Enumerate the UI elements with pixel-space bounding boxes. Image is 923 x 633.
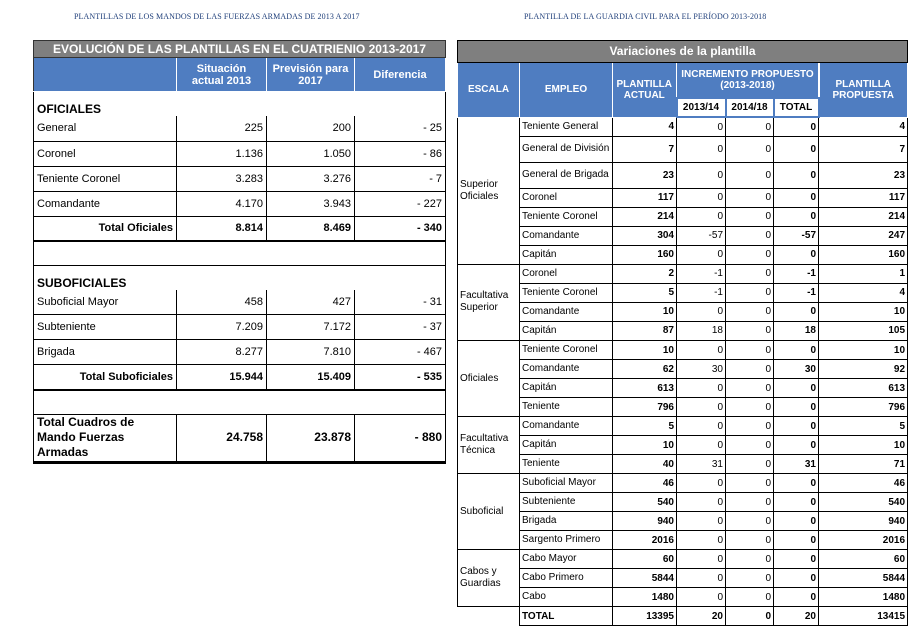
total-plantilla-actual: 13395 <box>613 607 677 626</box>
empleo-cell: Capitán <box>520 321 613 340</box>
table-row <box>458 302 908 321</box>
empleo-cell: Comandante <box>520 360 613 379</box>
left-table-title: EVOLUCIÓN DE LAS PLANTILLAS EN EL CUATRIENIO 2013-2017 <box>34 41 446 58</box>
empleo-header: EMPLEO <box>520 62 613 117</box>
empleo-cell: Capitán <box>520 436 613 455</box>
increment-total-value: 0 <box>774 474 819 493</box>
increment-2013-14-value: 0 <box>677 117 726 136</box>
plantilla-actual-value: 613 <box>613 379 677 398</box>
total-increment-2013-14: 20 <box>677 607 726 626</box>
column-header: Diferencia <box>355 58 446 92</box>
section-header-row <box>34 265 446 289</box>
empleo-cell: Teniente Coronel <box>520 207 613 226</box>
table-row <box>458 136 908 162</box>
empleo-cell: Teniente Coronel <box>520 283 613 302</box>
increment-total-value: -57 <box>774 226 819 245</box>
grand-total-diferencia: - 880 <box>355 414 446 462</box>
prevision-value: 7.172 <box>267 315 355 340</box>
row-label: Comandante <box>34 191 177 216</box>
increment-2013-14-value: 0 <box>677 340 726 359</box>
increment-2013-14-value: 0 <box>677 588 726 607</box>
spacer-row <box>34 390 446 414</box>
increment-total-value: 0 <box>774 417 819 436</box>
prevision-value: 200 <box>267 116 355 141</box>
plantilla-actual-value: 1480 <box>613 588 677 607</box>
plantilla-actual-value: 46 <box>613 474 677 493</box>
section-total-row <box>34 365 446 390</box>
diferencia-value: - 227 <box>355 191 446 216</box>
increment-total-value: 0 <box>774 379 819 398</box>
increment-total-value: 31 <box>774 455 819 474</box>
total-label: Total Oficiales <box>34 216 177 241</box>
increment-2014-18-value: 0 <box>726 436 774 455</box>
empleo-cell: Comandante <box>520 302 613 321</box>
prevision-value: 3.943 <box>267 191 355 216</box>
grand-total-label: Total Cuadros de Mando Fuerzas Armadas <box>34 414 177 462</box>
table-row <box>458 360 908 379</box>
empleo-cell: Cabo Mayor <box>520 550 613 569</box>
increment-total-value: 0 <box>774 398 819 417</box>
total-diferencia: - 535 <box>355 365 446 390</box>
increment-2014-18-value: 0 <box>726 188 774 207</box>
empleo-cell: Coronel <box>520 188 613 207</box>
increment-total-value: 0 <box>774 136 819 162</box>
total-actual: 8.814 <box>177 216 267 241</box>
section-name: OFICIALES <box>34 92 446 116</box>
plantilla-actual-value: 2 <box>613 264 677 283</box>
increment-total-value: 0 <box>774 531 819 550</box>
plantilla-propuesta-value: 540 <box>819 493 908 512</box>
diferencia-value: - 86 <box>355 141 446 166</box>
increment-total-value: 0 <box>774 512 819 531</box>
plantilla-actual-value: 10 <box>613 340 677 359</box>
table-row <box>34 116 446 141</box>
increment-2014-18-value: 0 <box>726 588 774 607</box>
increment-2014-18-value: 0 <box>726 321 774 340</box>
total-increment-total: 20 <box>774 607 819 626</box>
increment-total-value: 0 <box>774 188 819 207</box>
table-row <box>34 315 446 340</box>
row-label: Coronel <box>34 141 177 166</box>
plantilla-actual-value: 5 <box>613 417 677 436</box>
plantilla-propuesta-header: PLANTILLA PROPUESTA <box>819 62 908 117</box>
increment-2014-18-value: 0 <box>726 360 774 379</box>
table-row <box>458 417 908 436</box>
prevision-value: 427 <box>267 290 355 315</box>
empleo-cell: Teniente Coronel <box>520 340 613 359</box>
increment-2013-14-value: 31 <box>677 455 726 474</box>
plantilla-actual-value: 62 <box>613 360 677 379</box>
escala-group: Oficiales <box>458 340 520 416</box>
table-row <box>34 340 446 365</box>
total-prevision: 15.409 <box>267 365 355 390</box>
plantilla-actual-header: PLANTILLA ACTUAL <box>613 62 677 117</box>
right-page-heading: PLANTILLA DE LA GUARDIA CIVIL PARA EL PERÍODO 2013-2018 <box>524 12 767 21</box>
empleo-cell: Brigada <box>520 512 613 531</box>
increment-2014-18-value: 0 <box>726 569 774 588</box>
plantilla-propuesta-value: 46 <box>819 474 908 493</box>
plantilla-propuesta-value: 247 <box>819 226 908 245</box>
increment-total-value: 30 <box>774 360 819 379</box>
table-row <box>458 245 908 264</box>
table-row <box>458 588 908 607</box>
increment-2014-18-value: 0 <box>726 398 774 417</box>
actual-value: 1.136 <box>177 141 267 166</box>
total-label: TOTAL <box>520 607 613 626</box>
increment-total-value: 0 <box>774 245 819 264</box>
increment-2014-18-value: 0 <box>726 531 774 550</box>
left-page-heading: PLANTILLAS DE LOS MANDOS DE LAS FUERZAS ARMADAS DE 2013 A 2017 <box>74 12 360 21</box>
increment-2013-14-value: 0 <box>677 245 726 264</box>
total-increment-2014-18: 0 <box>726 607 774 626</box>
increment-2013-14-value: 0 <box>677 569 726 588</box>
increment-2013-14-value: 0 <box>677 512 726 531</box>
right-table-title: Variaciones de la plantilla <box>458 41 908 63</box>
diferencia-value: - 7 <box>355 166 446 191</box>
increment-total-value: 0 <box>774 340 819 359</box>
plantilla-propuesta-value: 796 <box>819 398 908 417</box>
empleo-cell: Cabo Primero <box>520 569 613 588</box>
increment-2014-18-value: 0 <box>726 283 774 302</box>
empleo-cell: Capitán <box>520 245 613 264</box>
plantilla-propuesta-value: 71 <box>819 455 908 474</box>
plantilla-actual-value: 304 <box>613 226 677 245</box>
empleo-cell: Coronel <box>520 264 613 283</box>
increment-total-value: -1 <box>774 264 819 283</box>
increment-2014-18-value: 0 <box>726 226 774 245</box>
increment-2013-14-value: 0 <box>677 379 726 398</box>
diferencia-value: - 31 <box>355 290 446 315</box>
table-row <box>458 379 908 398</box>
increment-2014-18-value: 0 <box>726 379 774 398</box>
row-label: Subteniente <box>34 315 177 340</box>
increment-2014-18-value: 0 <box>726 136 774 162</box>
empleo-cell: Teniente General <box>520 117 613 136</box>
plantilla-propuesta-value: 613 <box>819 379 908 398</box>
plantilla-propuesta-value: 160 <box>819 245 908 264</box>
plantilla-actual-value: 796 <box>613 398 677 417</box>
spacer-row <box>34 241 446 265</box>
increment-2013-14-value: 0 <box>677 550 726 569</box>
total-blank <box>458 607 520 626</box>
escala-header: ESCALA <box>458 62 520 117</box>
right-header-row <box>458 62 908 98</box>
increment-2013-14-value: 0 <box>677 136 726 162</box>
increment-2013-14-value: 0 <box>677 436 726 455</box>
left-header-row <box>34 58 446 92</box>
table-row <box>458 226 908 245</box>
row-label: General <box>34 116 177 141</box>
increment-2014-18-value: 0 <box>726 162 774 188</box>
plantilla-propuesta-value: 4 <box>819 117 908 136</box>
grand-total-row <box>34 414 446 462</box>
table-row <box>458 188 908 207</box>
plantilla-propuesta-value: 5844 <box>819 569 908 588</box>
left-title-row <box>34 41 446 58</box>
header-blank <box>34 58 177 92</box>
increment-2013-14-value: 0 <box>677 162 726 188</box>
escala-group: Facultativa Superior <box>458 264 520 340</box>
plantilla-propuesta-value: 4 <box>819 283 908 302</box>
increment-total-value: 0 <box>774 569 819 588</box>
increment-total-value: 18 <box>774 321 819 340</box>
actual-value: 7.209 <box>177 315 267 340</box>
increment-2013-14-value: -1 <box>677 283 726 302</box>
row-label: Suboficial Mayor <box>34 290 177 315</box>
increment-total-value: 0 <box>774 117 819 136</box>
spacer-cell <box>34 241 446 265</box>
table-row <box>458 455 908 474</box>
diferencia-value: - 25 <box>355 116 446 141</box>
increment-2013-14-value: 18 <box>677 321 726 340</box>
year-2013-14-header: 2013/14 <box>677 98 726 117</box>
table-row <box>458 493 908 512</box>
plantilla-actual-value: 214 <box>613 207 677 226</box>
increment-2014-18-value: 0 <box>726 302 774 321</box>
prevision-value: 1.050 <box>267 141 355 166</box>
plantilla-actual-value: 2016 <box>613 531 677 550</box>
table-row <box>458 207 908 226</box>
plantilla-actual-value: 10 <box>613 302 677 321</box>
plantilla-actual-value: 60 <box>613 550 677 569</box>
table-row <box>458 398 908 417</box>
escala-group: Suboficial <box>458 474 520 550</box>
increment-2014-18-value: 0 <box>726 474 774 493</box>
plantilla-actual-value: 160 <box>613 245 677 264</box>
row-label: Teniente Coronel <box>34 166 177 191</box>
plantilla-actual-value: 540 <box>613 493 677 512</box>
plantilla-propuesta-value: 10 <box>819 436 908 455</box>
plantilla-propuesta-value: 117 <box>819 188 908 207</box>
plantilla-propuesta-value: 1 <box>819 264 908 283</box>
plantilla-actual-value: 940 <box>613 512 677 531</box>
table-row <box>458 340 908 359</box>
total-prevision: 8.469 <box>267 216 355 241</box>
escala-group: Facultativa Técnica <box>458 417 520 474</box>
right-total-row <box>458 607 908 626</box>
increment-2014-18-value: 0 <box>726 245 774 264</box>
increment-total-value: -1 <box>774 283 819 302</box>
grand-total-actual: 24.758 <box>177 414 267 462</box>
empleo-cell: Teniente <box>520 455 613 474</box>
spacer-cell <box>34 390 446 414</box>
actual-value: 3.283 <box>177 166 267 191</box>
increment-2013-14-value: 0 <box>677 302 726 321</box>
incremento-total-header: TOTAL <box>774 98 819 117</box>
total-diferencia: - 340 <box>355 216 446 241</box>
increment-total-value: 0 <box>774 207 819 226</box>
increment-total-value: 0 <box>774 162 819 188</box>
year-2014-18-header: 2014/18 <box>726 98 774 117</box>
increment-2013-14-value: 0 <box>677 493 726 512</box>
increment-2013-14-value: 0 <box>677 207 726 226</box>
guardia-civil-table <box>457 40 908 626</box>
empleo-cell: General de Brigada <box>520 162 613 188</box>
increment-total-value: 0 <box>774 550 819 569</box>
increment-2014-18-value: 0 <box>726 455 774 474</box>
total-actual: 15.944 <box>177 365 267 390</box>
table-row <box>458 531 908 550</box>
plantilla-actual-value: 23 <box>613 162 677 188</box>
plantilla-actual-value: 117 <box>613 188 677 207</box>
increment-2014-18-value: 0 <box>726 264 774 283</box>
increment-2014-18-value: 0 <box>726 493 774 512</box>
increment-2013-14-value: 0 <box>677 474 726 493</box>
total-label: Total Suboficiales <box>34 365 177 390</box>
section-header-row <box>34 92 446 116</box>
plantilla-actual-value: 10 <box>613 436 677 455</box>
increment-2013-14-value: 30 <box>677 360 726 379</box>
table-row <box>458 550 908 569</box>
actual-value: 225 <box>177 116 267 141</box>
actual-value: 458 <box>177 290 267 315</box>
column-header: Situación actual 2013 <box>177 58 267 92</box>
increment-total-value: 0 <box>774 588 819 607</box>
plantilla-actual-value: 40 <box>613 455 677 474</box>
plantilla-propuesta-value: 5 <box>819 417 908 436</box>
increment-2013-14-value: -1 <box>677 264 726 283</box>
plantilla-actual-value: 7 <box>613 136 677 162</box>
plantilla-propuesta-value: 92 <box>819 360 908 379</box>
table-row <box>34 191 446 216</box>
table-row <box>34 290 446 315</box>
total-plantilla-propuesta: 13415 <box>819 607 908 626</box>
increment-2013-14-value: 0 <box>677 531 726 550</box>
diferencia-value: - 37 <box>355 315 446 340</box>
section-name: SUBOFICIALES <box>34 265 446 289</box>
increment-total-value: 0 <box>774 493 819 512</box>
increment-2013-14-value: 0 <box>677 417 726 436</box>
escala-group: Cabos y Guardias <box>458 550 520 607</box>
table-row <box>458 283 908 302</box>
table-row <box>458 474 908 493</box>
increment-2013-14-value: 0 <box>677 188 726 207</box>
section-total-row <box>34 216 446 241</box>
row-label: Brigada <box>34 340 177 365</box>
table-row <box>458 436 908 455</box>
plantilla-actual-value: 5 <box>613 283 677 302</box>
table-row <box>458 512 908 531</box>
plantilla-propuesta-value: 23 <box>819 162 908 188</box>
plantilla-propuesta-value: 214 <box>819 207 908 226</box>
diferencia-value: - 467 <box>355 340 446 365</box>
empleo-cell: General de División <box>520 136 613 162</box>
plantilla-propuesta-value: 10 <box>819 340 908 359</box>
increment-2014-18-value: 0 <box>726 207 774 226</box>
column-header: Previsión para 2017 <box>267 58 355 92</box>
plantilla-propuesta-value: 1480 <box>819 588 908 607</box>
increment-2014-18-value: 0 <box>726 550 774 569</box>
prevision-value: 3.276 <box>267 166 355 191</box>
table-row <box>458 162 908 188</box>
prevision-value: 7.810 <box>267 340 355 365</box>
plantilla-actual-value: 87 <box>613 321 677 340</box>
table-row <box>34 141 446 166</box>
table-row <box>458 569 908 588</box>
increment-2014-18-value: 0 <box>726 417 774 436</box>
right-title-row <box>458 41 908 63</box>
increment-2014-18-value: 0 <box>726 117 774 136</box>
plantilla-propuesta-value: 940 <box>819 512 908 531</box>
plantilla-propuesta-value: 60 <box>819 550 908 569</box>
increment-2014-18-value: 0 <box>726 340 774 359</box>
increment-2014-18-value: 0 <box>726 512 774 531</box>
table-row <box>458 321 908 340</box>
table-row <box>458 264 908 283</box>
empleo-cell: Sargento Primero <box>520 531 613 550</box>
plantilla-actual-value: 5844 <box>613 569 677 588</box>
plantilla-propuesta-value: 105 <box>819 321 908 340</box>
plantilla-actual-value: 4 <box>613 117 677 136</box>
table-row <box>34 166 446 191</box>
plantilla-propuesta-value: 10 <box>819 302 908 321</box>
empleo-cell: Suboficial Mayor <box>520 474 613 493</box>
empleo-cell: Subteniente <box>520 493 613 512</box>
plantilla-propuesta-value: 2016 <box>819 531 908 550</box>
empleo-cell: Capitán <box>520 379 613 398</box>
actual-value: 8.277 <box>177 340 267 365</box>
empleo-cell: Cabo <box>520 588 613 607</box>
escala-group: Superior Oficiales <box>458 117 520 264</box>
fuerzas-armadas-table <box>33 40 446 464</box>
increment-2013-14-value: 0 <box>677 398 726 417</box>
grand-total-prevision: 23.878 <box>267 414 355 462</box>
table-row <box>458 117 908 136</box>
plantilla-propuesta-value: 7 <box>819 136 908 162</box>
actual-value: 4.170 <box>177 191 267 216</box>
empleo-cell: Comandante <box>520 417 613 436</box>
empleo-cell: Comandante <box>520 226 613 245</box>
empleo-cell: Teniente <box>520 398 613 417</box>
increment-2013-14-value: -57 <box>677 226 726 245</box>
increment-total-value: 0 <box>774 436 819 455</box>
incremento-header: INCREMENTO PROPUESTO (2013-2018) <box>677 62 819 98</box>
increment-total-value: 0 <box>774 302 819 321</box>
